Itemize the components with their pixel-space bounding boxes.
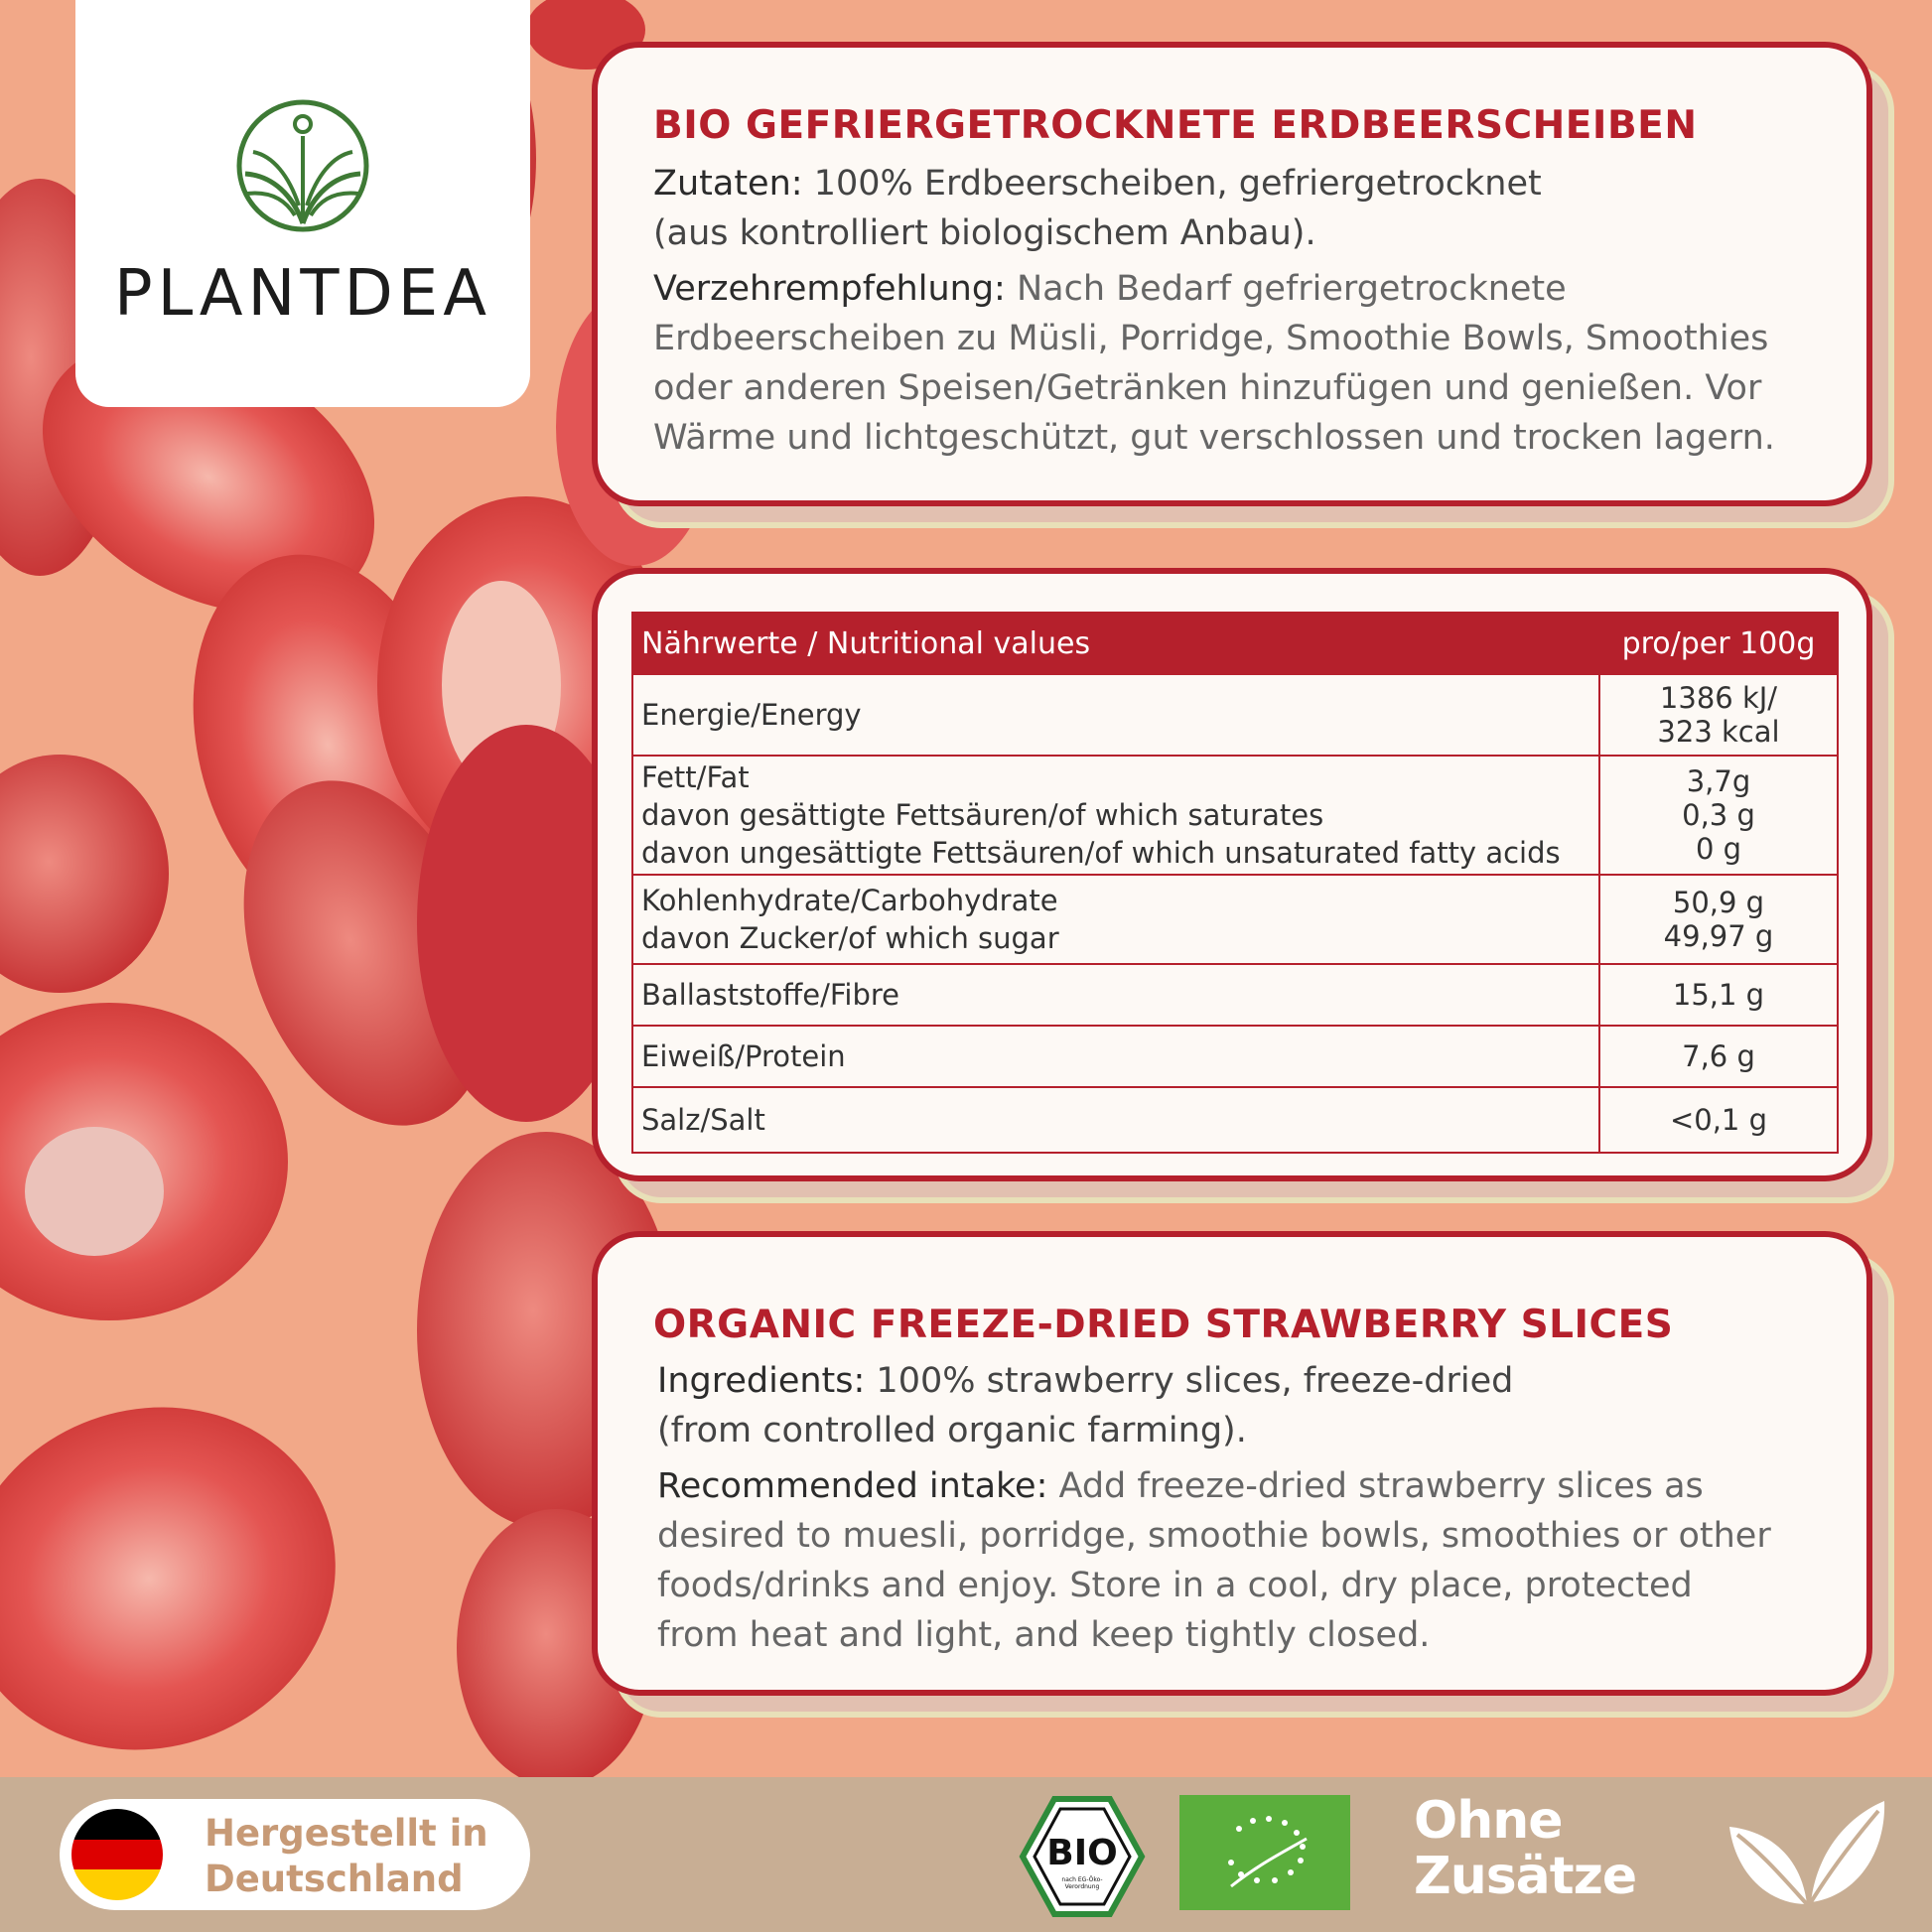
table-row xyxy=(632,1026,1838,1087)
footer-bar xyxy=(0,1777,1932,1932)
usage-line-2: Erdbeerscheiben zu Müsli, Porridge, Smoothie Bowls, Smoothies xyxy=(653,319,1769,358)
plant-leaf-logo-icon xyxy=(233,96,372,235)
usage-line-2: desired to muesli, porridge, smoothie bowls, smoothies or other xyxy=(657,1516,1771,1556)
usage-line-4: from heat and light, and keep tightly closed. xyxy=(657,1615,1431,1655)
usage-line-1: Nach Bedarf gefriergetrocknete xyxy=(1005,269,1567,309)
ohne-line-1: Ohne xyxy=(1414,1791,1563,1851)
table-header-label: Nährwerte / Nutritional values xyxy=(632,613,1599,674)
german-info-card xyxy=(592,42,1872,506)
ohne-zusaetze-label xyxy=(1414,1793,1636,1904)
bio-seal-subtext: nach EG-Öko-Verordnung xyxy=(1061,1876,1103,1890)
table-row xyxy=(632,756,1838,875)
ohne-line-2: Zusätze xyxy=(1414,1847,1637,1906)
usage-line-3: foods/drinks and enjoy. Store in a cool, dry place, protected xyxy=(657,1566,1693,1605)
ingredients-text: 100% Erdbeerscheiben, gefriergetrocknet xyxy=(802,164,1542,204)
made-in-line-1: Hergestellt in xyxy=(205,1812,488,1855)
usage-line-4: Wärme und lichtgeschützt, gut verschlossen und trocken lagern. xyxy=(653,418,1775,458)
eu-organic-leaf-icon xyxy=(1179,1795,1350,1910)
english-title: ORGANIC FREEZE-DRIED STRAWBERRY SLICES xyxy=(653,1303,1674,1347)
usage-label: Recommended intake: xyxy=(657,1466,1048,1506)
row-value: 1386 kJ/ 323 kcal xyxy=(1599,674,1838,756)
row-value: 7,6 g xyxy=(1599,1026,1838,1087)
german-title: BIO GEFRIERGETROCKNETE ERDBEERSCHEIBEN xyxy=(653,103,1698,148)
row-label: Fett/Fat davon gesättigte Fettsäuren/of which saturates davon ungesättigte Fettsäuren/of which unsaturated fatty acids xyxy=(632,756,1599,875)
made-in-germany-badge xyxy=(60,1799,530,1910)
row-label: Energie/Energy xyxy=(632,674,1599,756)
usage-line-3: oder anderen Speisen/Getränken hinzufügen und genießen. Vor xyxy=(653,368,1762,408)
brand-logo-card xyxy=(75,0,530,407)
ingredients-text-2: (from controlled organic farming). xyxy=(657,1411,1247,1450)
germany-flag-icon xyxy=(71,1809,163,1900)
table-row xyxy=(632,964,1838,1026)
brand-name: PLANTDEA xyxy=(114,257,491,331)
ingredients-text-2: (aus kontrolliert biologischem Anbau). xyxy=(653,213,1316,253)
english-body xyxy=(657,1356,1849,1660)
row-label: Eiweiß/Protein xyxy=(632,1026,1599,1087)
nutrition-table xyxy=(631,612,1839,1154)
table-row xyxy=(632,875,1838,964)
bio-seal-icon xyxy=(1019,1795,1146,1918)
leaf-icon xyxy=(1727,1793,1886,1912)
table-header-value: pro/per 100g xyxy=(1599,613,1838,674)
table-header-row xyxy=(632,613,1838,674)
row-value: <0,1 g xyxy=(1599,1087,1838,1153)
ingredients-label: Ingredients: xyxy=(657,1361,866,1401)
table-row xyxy=(632,674,1838,756)
row-value: 3,7g 0,3 g 0 g xyxy=(1599,756,1838,875)
nutrition-card xyxy=(592,568,1872,1181)
bio-seal-text: BIO xyxy=(1046,1833,1118,1873)
english-info-card xyxy=(592,1231,1872,1696)
usage-line-1: Add freeze-dried strawberry slices as xyxy=(1047,1466,1704,1506)
made-in-line-2: Deutschland xyxy=(205,1858,464,1900)
row-label: Ballaststoffe/Fibre xyxy=(632,964,1599,1026)
row-value: 50,9 g 49,97 g xyxy=(1599,875,1838,964)
row-label: Kohlenhydrate/Carbohydrate davon Zucker/of which sugar xyxy=(632,875,1599,964)
ingredients-text: 100% strawberry slices, freeze-dried xyxy=(865,1361,1514,1401)
ingredients-label: Zutaten: xyxy=(653,164,803,204)
row-label: Salz/Salt xyxy=(632,1087,1599,1153)
table-row xyxy=(632,1087,1838,1153)
usage-label: Verzehrempfehlung: xyxy=(653,269,1006,309)
row-value: 15,1 g xyxy=(1599,964,1838,1026)
german-body xyxy=(653,159,1845,463)
